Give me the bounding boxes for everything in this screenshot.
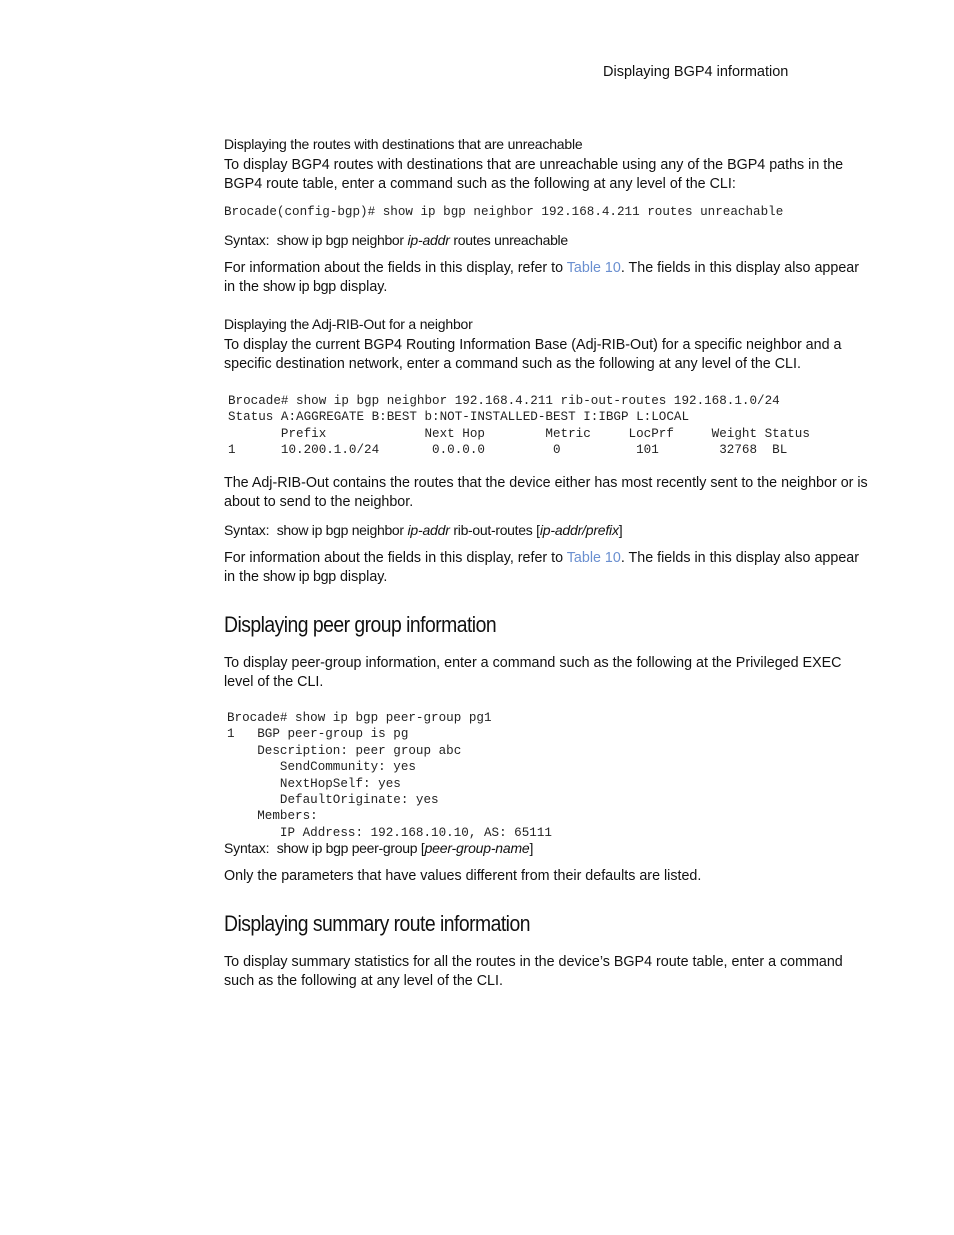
command-output: Brocade# show ip bgp neighbor 192.168.4.211 rib-out-routes 192.168.1.0/24 Status A:AGGREGATE B:BEST b:NOT-INSTALLED-BEST I:IBGP L:LOCAL Prefix Next Hop Metric LocPrf Weight Status 1 10.200.1.0/24 0.0.0.0 0 101 32768 BL bbox=[228, 394, 810, 458]
section-heading: Displaying peer group information bbox=[224, 612, 497, 637]
info-text: For information about the fields in this display, refer to bbox=[224, 260, 567, 276]
intro-paragraph: To display BGP4 routes with destinations that are unreachable using any of the BGP4 paths in the BGP4 route table, enter a command such as the following at any level of the CLI: bbox=[224, 157, 844, 192]
syntax-bracket: [ bbox=[420, 840, 425, 856]
info-paragraph bbox=[224, 259, 872, 297]
info-text: . The fields in this display also appear in the bbox=[224, 550, 859, 585]
running-head: Displaying BGP4 information bbox=[603, 64, 789, 80]
intro-paragraph: To display peer-group information, enter a command such as the following at the Privileged EXEC level of the CLI. bbox=[224, 655, 842, 690]
section-unreachable bbox=[224, 135, 872, 194]
section-heading: Displaying summary route information bbox=[224, 911, 530, 936]
syntax-command: show ip bgp neighbor bbox=[276, 232, 404, 248]
syntax-label: Syntax: bbox=[224, 840, 270, 856]
section-adj-rib-out bbox=[224, 315, 872, 374]
syntax-optional-argument: peer-group-name bbox=[424, 840, 530, 856]
syntax-optional-argument: ip-addr/prefix bbox=[539, 522, 619, 538]
table-link[interactable]: Table 10 bbox=[566, 550, 621, 566]
syntax-keyword: rib-out-routes bbox=[453, 522, 533, 538]
syntax-argument: ip-addr bbox=[407, 522, 450, 538]
syntax-line bbox=[224, 521, 872, 540]
table-link[interactable]: Table 10 bbox=[566, 260, 621, 276]
intro-paragraph: To display the current BGP4 Routing Information Base (Adj-RIB-Out) for a specific neighbor and a specific destination network, enter a command such as the following at any level of the CLI. bbox=[224, 337, 842, 372]
syntax-line bbox=[224, 839, 872, 858]
syntax-bracket: ] bbox=[529, 840, 534, 856]
syntax-command: show ip bgp peer-group bbox=[276, 840, 418, 856]
syntax-line bbox=[224, 231, 872, 250]
info-paragraph bbox=[224, 549, 872, 587]
syntax-label: Syntax: bbox=[224, 522, 270, 538]
syntax-keyword: routes unreachable bbox=[453, 232, 568, 248]
syntax-bracket: ] bbox=[618, 522, 623, 538]
info-text: . The fields in this display also appear in the bbox=[224, 260, 859, 295]
subsection-heading: Displaying the routes with destinations that are unreachable bbox=[224, 136, 583, 152]
info-text: display. bbox=[335, 279, 388, 295]
note-paragraph: Only the parameters that have values different from their defaults are listed. bbox=[224, 868, 702, 884]
syntax-argument: ip-addr bbox=[407, 232, 450, 248]
syntax-command: show ip bgp neighbor bbox=[276, 522, 404, 538]
description-paragraph: The Adj-RIB-Out contains the routes that the device either has most recently sent to the neighbor or is about to send to the neighbor. bbox=[224, 475, 868, 510]
info-command: show ip bgp bbox=[262, 569, 336, 585]
command-output: Brocade# show ip bgp peer-group pg1 1 BGP peer-group is pg Description: peer group abc SendCommunity: yes NextHopSelf: yes DefaultOriginate: yes Members: IP Address: 192.168.10.10, AS: 65111 bbox=[227, 711, 552, 840]
command-example: Brocade(config-bgp)# show ip bgp neighbor 192.168.4.211 routes unreachable bbox=[224, 205, 784, 219]
subsection-heading: Displaying the Adj-RIB-Out for a neighbor bbox=[224, 316, 473, 332]
syntax-label: Syntax: bbox=[224, 232, 270, 248]
intro-paragraph: To display summary statistics for all the routes in the device’s BGP4 route table, enter a command such as the following at any level of the CLI. bbox=[224, 954, 843, 989]
info-text: For information about the fields in this display, refer to bbox=[224, 550, 567, 566]
info-command: show ip bgp bbox=[262, 279, 336, 295]
syntax-bracket: [ bbox=[536, 522, 540, 538]
info-text: display. bbox=[335, 569, 388, 585]
